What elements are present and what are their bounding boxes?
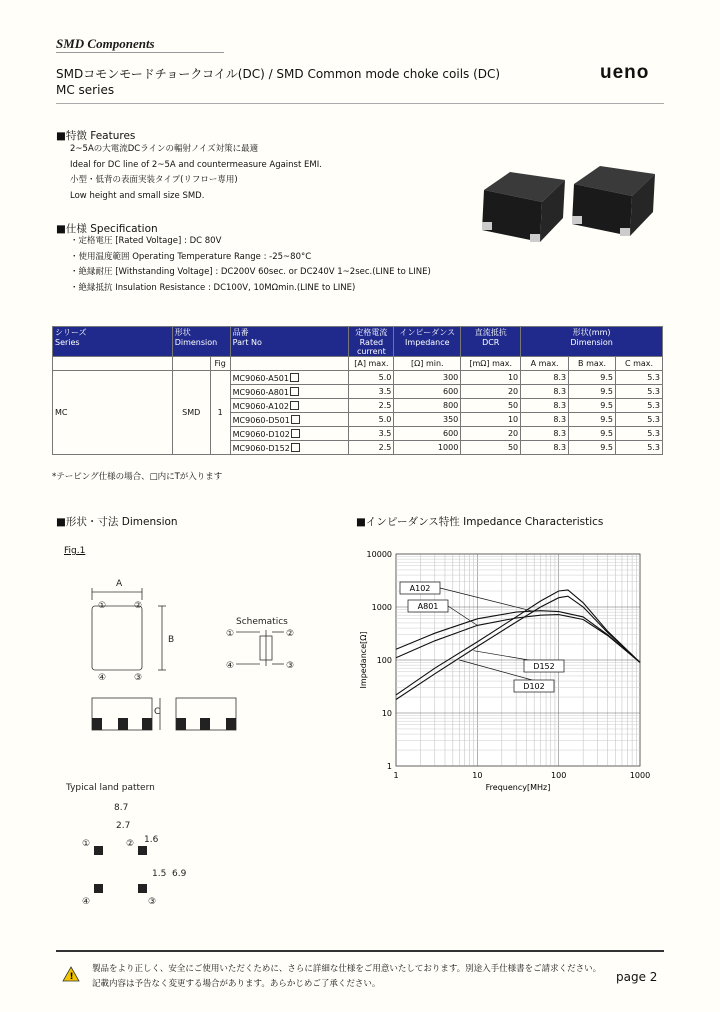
unit-dcr: [mΩ] max.	[461, 357, 521, 371]
b-cell: 9.5	[569, 371, 616, 385]
dim-c-label: C	[154, 707, 161, 717]
title-divider	[56, 103, 664, 104]
b-cell: 9.5	[569, 427, 616, 441]
dcr-cell: 20	[461, 427, 521, 441]
pin-label: ①	[82, 839, 91, 849]
header-dcr: 直流抵抗 DCR	[461, 327, 521, 357]
impedance-cell: 350	[394, 413, 461, 427]
c-cell: 5.3	[616, 427, 663, 441]
impedance-cell: 600	[394, 427, 461, 441]
current-cell: 3.5	[349, 385, 394, 399]
a-cell: 8.3	[521, 385, 569, 399]
feature-line: Ideal for DC line of 2~5A and countermeasure Against EMI.	[70, 159, 322, 170]
impedance-cell: 300	[394, 371, 461, 385]
callout-label-a801: A801	[417, 602, 439, 611]
y-tick-label: 1	[386, 762, 392, 771]
feature-line: 小型・低背の表面実装タイプ(リフロー専用)	[70, 175, 238, 185]
y-tick-label: 1000	[371, 603, 392, 612]
footer-warning	[92, 962, 601, 992]
table-row	[53, 371, 663, 385]
part-cell: MC9060-A102	[230, 399, 349, 413]
shape-cell: SMD	[172, 371, 210, 455]
header-b: B max.	[569, 357, 616, 371]
land-pad	[94, 884, 103, 893]
a-cell: 8.3	[521, 441, 569, 455]
top-view-outline	[92, 606, 142, 670]
current-cell: 5.0	[349, 413, 394, 427]
footer-divider	[56, 950, 664, 952]
pin-label: ④	[82, 897, 91, 907]
feature-line: Low height and small size SMD.	[70, 190, 205, 201]
warning-line: 製品をより正しく、安全にご使用いただくために、さらに詳細な仕様をご用意いたしております。別途入手仕様書をご請求ください。	[92, 964, 602, 974]
dcr-cell: 50	[461, 399, 521, 413]
warning-icon	[62, 966, 80, 982]
header-series: シリーズ Series	[53, 327, 173, 357]
land-dim: 8.7	[114, 803, 129, 813]
impedance-cell: 600	[394, 385, 461, 399]
unit-current: [A] max.	[349, 357, 394, 371]
feature-line: 2~5Aの大電流DCラインの輻射ノイズ対策に最適	[70, 144, 259, 154]
brand-label: SMD Components	[56, 36, 155, 51]
y-tick-label: 100	[376, 656, 392, 665]
taping-box	[290, 387, 299, 396]
land-dim: 6.9	[172, 869, 187, 879]
x-tick-label: 10	[472, 771, 483, 780]
part-cell: MC9060-A501	[230, 371, 349, 385]
x-axis-label: Frequency[MHz]	[485, 783, 551, 792]
dim-b-label: B	[168, 635, 175, 645]
taping-box	[290, 373, 299, 382]
impedance-cell: 800	[394, 399, 461, 413]
pin-label: ④	[98, 673, 107, 683]
c-cell: 5.3	[616, 371, 663, 385]
ueno-logo: ueno	[600, 62, 650, 83]
land-pattern-label: Typical land pattern	[66, 783, 155, 793]
pin-label: ③	[286, 661, 295, 671]
specification-list	[70, 234, 431, 296]
y-axis-label: Impedance[Ω]	[359, 631, 368, 689]
choke-coil-image	[482, 172, 565, 242]
part-cell: MC9060-D501	[230, 413, 349, 427]
c-cell: 5.3	[616, 441, 663, 455]
dcr-cell: 10	[461, 413, 521, 427]
pin-label: ①	[226, 629, 235, 639]
header-fig: Fig	[210, 357, 230, 371]
a-cell: 8.3	[521, 399, 569, 413]
a-cell: 8.3	[521, 427, 569, 441]
header-part: 品番 Part No	[230, 327, 349, 357]
c-cell: 5.3	[616, 399, 663, 413]
y-tick-label: 10000	[366, 550, 392, 559]
page-title	[56, 66, 500, 98]
part-cell: MC9060-D102	[230, 427, 349, 441]
pin-label: ②	[286, 629, 295, 639]
header-shape: 形状 Dimension	[172, 327, 230, 357]
land-dim: 2.7	[116, 821, 131, 831]
dcr-cell: 10	[461, 371, 521, 385]
callout-label-d152: D152	[533, 662, 555, 671]
spec-line: ・定格電圧 [Rated Voltage] : DC 80V	[70, 236, 222, 246]
taping-note: *テーピング仕様の場合、□内にTが入ります	[52, 472, 223, 482]
header-c: C max.	[616, 357, 663, 371]
x-tick-label: 1000	[629, 771, 651, 780]
x-tick-label: 100	[551, 771, 567, 780]
features-heading: ■特徴 Features	[56, 130, 136, 142]
c-cell: 5.3	[616, 413, 663, 427]
choke-coil-image	[572, 166, 655, 236]
series-cell: MC	[53, 371, 173, 455]
dim-a-label: A	[116, 579, 123, 589]
current-cell: 5.0	[349, 371, 394, 385]
header-a: A max.	[521, 357, 569, 371]
pin-label: ③	[134, 673, 143, 683]
y-tick-label: 10	[381, 709, 392, 718]
header-current: 定格電流 Rated current	[349, 327, 394, 357]
impedance-chart	[352, 540, 672, 810]
header-divider	[56, 52, 224, 53]
warning-line: 記載内容は予告なく変更する場合があります。あらかじめご了承ください。	[92, 979, 381, 989]
title-line-2: MC series	[56, 83, 115, 97]
land-pad	[138, 846, 147, 855]
dimension-drawing	[60, 560, 330, 910]
taping-box	[291, 429, 300, 438]
pin-label: ②	[134, 601, 143, 611]
pin-label: ③	[148, 897, 157, 907]
b-cell: 9.5	[569, 413, 616, 427]
part-cell: MC9060-D152	[230, 441, 349, 455]
spec-line: ・絶縁耐圧 [Withstanding Voltage] : DC200V 60sec. or DC240V 1~2sec.(LINE to LINE)	[70, 267, 431, 277]
taping-box	[290, 401, 299, 410]
land-pad	[94, 846, 103, 855]
pin-label: ①	[98, 601, 107, 611]
land-dim: 1.5	[152, 869, 167, 879]
dcr-cell: 20	[461, 385, 521, 399]
spec-line: ・絶縁抵抗 Insulation Resistance : DC100V, 10MΩmin.(LINE to LINE)	[70, 282, 356, 293]
pin-label: ②	[126, 839, 135, 849]
spec-line: ・使用温度範囲 Operating Temperature Range : -25~80°C	[70, 251, 312, 262]
callout-label-a102: A102	[409, 584, 431, 593]
b-cell: 9.5	[569, 441, 616, 455]
callout-label-d102: D102	[523, 682, 545, 691]
header-dimension: 形状(mm) Dimension	[521, 327, 663, 357]
pin-label: ④	[226, 661, 235, 671]
land-dim: 1.6	[144, 835, 159, 845]
fig-cell: 1	[210, 371, 230, 455]
impedance-cell: 1000	[394, 441, 461, 455]
x-tick-label: 1	[393, 771, 399, 780]
impedance-heading: ■インピーダンス特性 Impedance Characteristics	[356, 516, 604, 528]
title-line-1: SMDコモンモードチョークコイル(DC) / SMD Common mode choke coils (DC)	[56, 67, 501, 81]
b-cell: 9.5	[569, 385, 616, 399]
spec-table	[52, 326, 663, 455]
specification-heading: ■仕様 Specification	[56, 223, 158, 235]
a-cell: 8.3	[521, 413, 569, 427]
a-cell: 8.3	[521, 371, 569, 385]
dimension-heading: ■形状・寸法 Dimension	[56, 516, 178, 528]
land-pad	[138, 884, 147, 893]
header-impedance: インピーダンス Impedance	[394, 327, 461, 357]
schematic-label: Schematics	[236, 617, 288, 627]
b-cell: 9.5	[569, 399, 616, 413]
page-number: page 2	[616, 970, 658, 984]
fig-label: Fig.1	[64, 546, 86, 556]
current-cell: 2.5	[349, 399, 394, 413]
svg-text:!: !	[69, 972, 74, 982]
product-photo	[470, 160, 670, 260]
part-cell: MC9060-A801	[230, 385, 349, 399]
taping-box	[291, 443, 300, 452]
taping-box	[291, 415, 300, 424]
features-list	[70, 142, 322, 204]
c-cell: 5.3	[616, 385, 663, 399]
unit-impedance: [Ω] min.	[394, 357, 461, 371]
dcr-cell: 50	[461, 441, 521, 455]
current-cell: 2.5	[349, 441, 394, 455]
current-cell: 3.5	[349, 427, 394, 441]
